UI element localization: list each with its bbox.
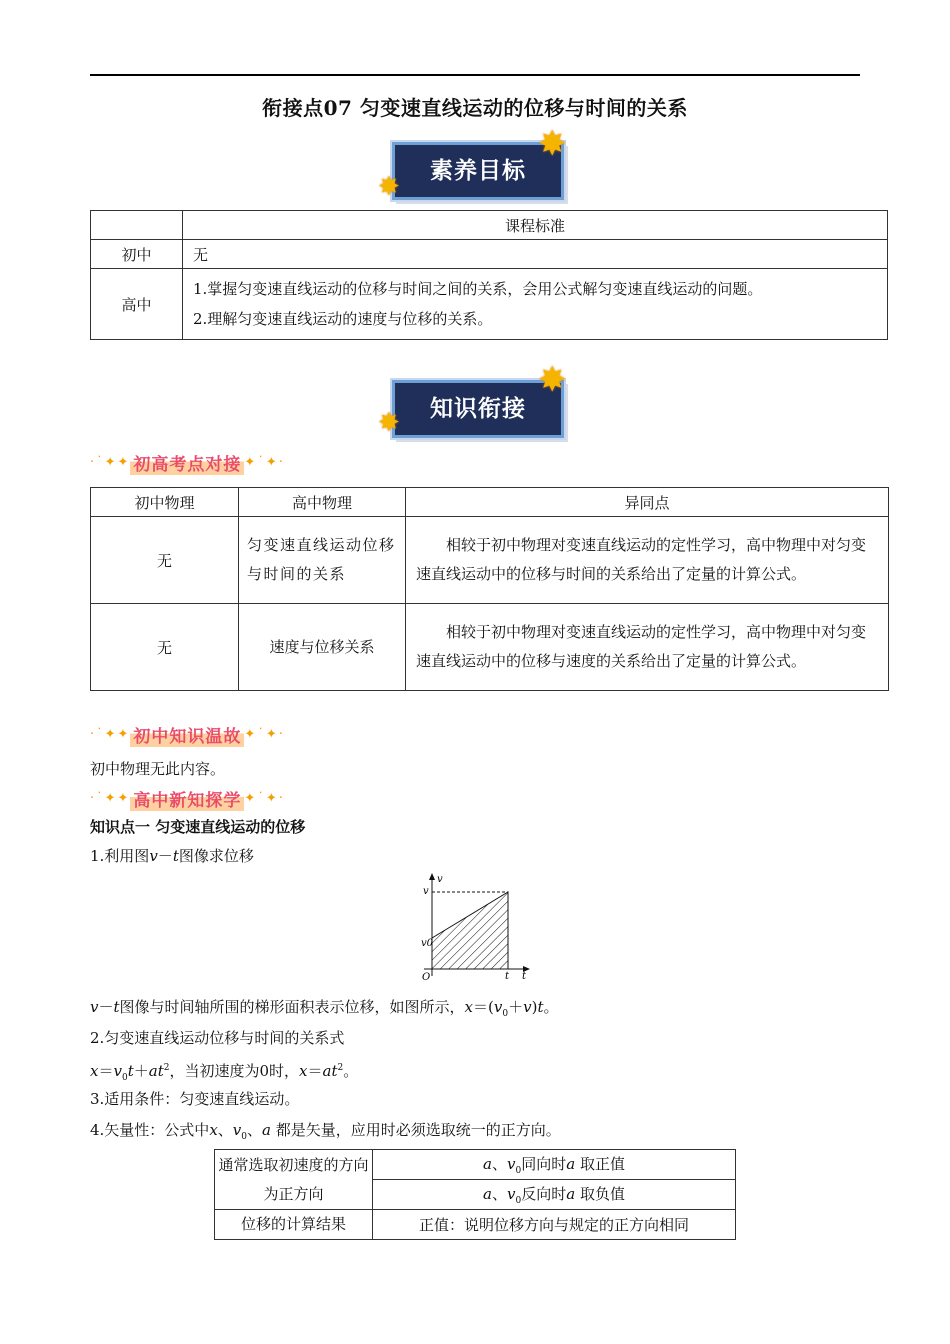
curriculum-header: 课程标准: [183, 211, 888, 240]
literacy-banner: [378, 124, 578, 204]
level-cell: 初中: [91, 240, 183, 269]
review-text: 初中物理无此内容。: [90, 760, 226, 778]
point-4: 4.矢量性：公式中x、$v_0$、a 都是矢量，应用时必须选取统一的正方向。: [90, 1121, 561, 1142]
page-title: 衔接点07 匀变速直线运动的位移与时间的关系: [262, 96, 688, 120]
axis-label: v: [437, 874, 443, 885]
sparkle-icon: ·˙✦✦: [90, 726, 131, 742]
direction-cell: 通常选取初速度的方向为正方向: [215, 1150, 373, 1210]
top-rule: [90, 74, 860, 76]
axis-label: v0: [421, 938, 434, 949]
compare-table: [90, 487, 889, 691]
sign-rule-cell: a、$v_0$反向时a 取负值: [373, 1180, 736, 1210]
section-label: 初中知识温故: [130, 722, 244, 747]
content-cell: [183, 269, 888, 340]
content-cell: 无: [183, 240, 888, 269]
sparkle-icon: ✦˙✦·: [244, 726, 285, 742]
point-2: 2.匀变速直线运动位移与时间的关系式: [90, 1029, 345, 1047]
point-3: 3.适用条件：匀变速直线运动。: [90, 1090, 300, 1108]
formula-line: $x=v_0t+at^2$，当初速度为0时，$x=at^2$。: [90, 1062, 359, 1083]
axis-label: O: [422, 972, 431, 983]
vector-table: [214, 1149, 736, 1240]
graph-description: v－t图像与时间轴所围的梯形面积表示位移，如图所示，$x=(v_0+v)t$。: [90, 998, 559, 1019]
literacy-banner-label: 素养目标: [430, 158, 526, 184]
section-label: 高中新知探学: [130, 786, 244, 811]
section-tag-compare: [90, 447, 285, 477]
senior-cell: 匀变速直线运动位移与时间的关系: [239, 517, 406, 604]
knowledge-banner: [378, 360, 578, 442]
sparkle-icon: ·˙✦✦: [90, 454, 131, 470]
star-icon: ✸: [378, 172, 400, 202]
column-header: 高中物理: [239, 488, 406, 517]
axis-label: t: [505, 971, 510, 982]
junior-cell: 无: [91, 517, 239, 604]
section-tag-new: [90, 783, 285, 813]
diff-cell: 相较于初中物理对变速直线运动的定性学习，高中物理中对匀变速直线运动中的位移与时间的关系给出了定量的计算公式。: [406, 517, 889, 604]
point-1: 1.利用图v－t图像求位移: [90, 847, 254, 865]
axis-label: t: [522, 971, 527, 982]
result-value-cell: 正值：说明位移方向与规定的正方向相同: [373, 1210, 736, 1240]
column-header: 初中物理: [91, 488, 239, 517]
sparkle-icon: ✦˙✦·: [244, 790, 285, 806]
star-icon: ✸: [538, 360, 567, 400]
knowledge-banner-label: 知识衔接: [430, 396, 526, 422]
level-cell: 高中: [91, 269, 183, 340]
sparkle-icon: ✦˙✦·: [244, 454, 285, 470]
star-icon: ✸: [378, 408, 400, 438]
sparkle-icon: ·˙✦✦: [90, 790, 131, 806]
trapezoid-area: [432, 892, 508, 969]
result-label-cell: 位移的计算结果: [215, 1210, 373, 1240]
knowledge-point-heading: 知识点一 匀变速直线运动的位移: [90, 818, 306, 836]
vt-graph: [418, 872, 532, 984]
standard-item: 2.理解匀变速直线运动的速度与位移的关系。: [193, 310, 493, 328]
curriculum-table: [90, 210, 888, 340]
star-icon: ✸: [538, 124, 567, 164]
senior-cell: 速度与位移关系: [239, 604, 406, 691]
standard-item: 1.掌握匀变速直线运动的位移与时间之间的关系，会用公式解匀变速直线运动的问题。: [193, 280, 763, 298]
section-tag-review: [90, 719, 285, 749]
diff-cell: 相较于初中物理对变速直线运动的定性学习，高中物理中对匀变速直线运动中的位移与速度的关系给出了定量的计算公式。: [406, 604, 889, 691]
sign-rule-cell: a、$v_0$同向时a 取正值: [373, 1150, 736, 1180]
column-header: 异同点: [406, 488, 889, 517]
junior-cell: 无: [91, 604, 239, 691]
section-label: 初高考点对接: [130, 450, 244, 475]
axis-label: v: [423, 886, 429, 897]
